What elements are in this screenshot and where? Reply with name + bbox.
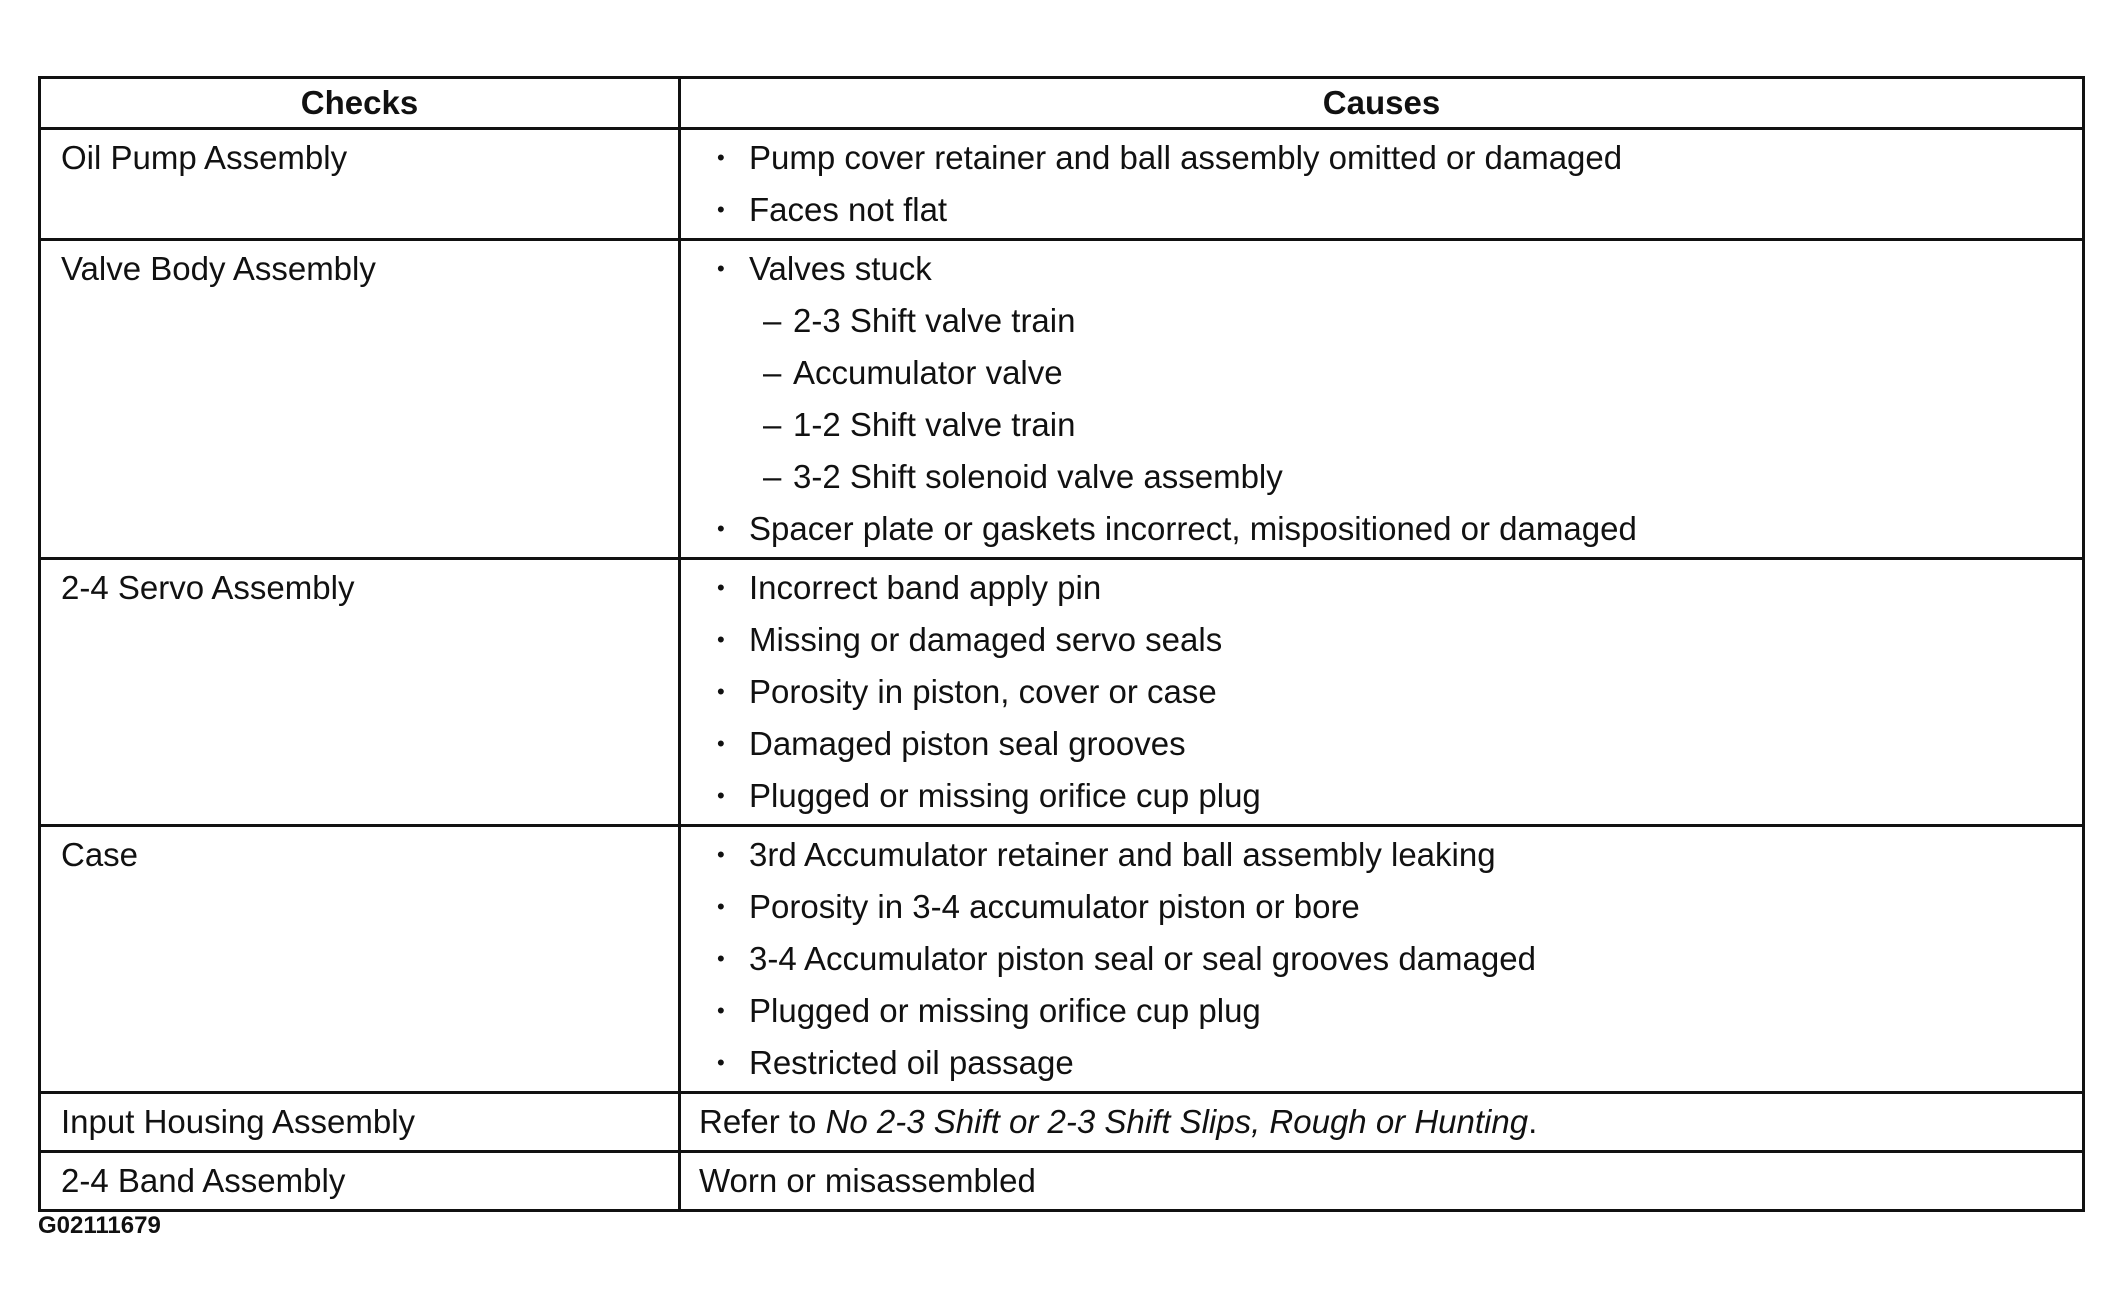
sub-list-item (749, 451, 2082, 503)
list-item (699, 881, 2082, 933)
cause-text: Plugged or missing orifice cup plug (749, 992, 1261, 1029)
figure-id: G02111679 (38, 1212, 161, 1239)
sub-cause-list (749, 295, 2082, 503)
bullet-icon: • (717, 679, 725, 704)
list-item (699, 985, 2082, 1037)
header-checks: Checks (40, 78, 680, 129)
bullet-icon: • (717, 516, 725, 541)
cause-text: Plugged or missing orifice cup plug (749, 777, 1261, 814)
table-row (40, 1093, 2084, 1152)
cause-text: 3-4 Accumulator piston seal or seal grooves damaged (749, 940, 1536, 977)
list-item (699, 184, 2082, 236)
cause-list (699, 132, 2082, 236)
cause-cell (680, 1152, 2084, 1211)
cause-text: 3rd Accumulator retainer and ball assembly leaking (749, 836, 1496, 873)
table-row (40, 129, 2084, 240)
cause-text-suffix: . (1528, 1103, 1538, 1140)
cause-text: Porosity in 3-4 accumulator piston or bore (749, 888, 1360, 925)
cause-text: Missing or damaged servo seals (749, 621, 1223, 658)
bullet-icon: • (717, 575, 725, 600)
sub-cause-text: 2-3 Shift valve train (793, 302, 1076, 339)
header-row (40, 78, 2084, 129)
check-cell: Valve Body Assembly (40, 240, 680, 559)
list-item (699, 829, 2082, 881)
sub-list-item (749, 295, 2082, 347)
cause-cell (680, 1093, 2084, 1152)
cause-cell (680, 826, 2084, 1093)
list-item (699, 243, 2082, 503)
bullet-icon: • (717, 998, 725, 1023)
cause-text: Damaged piston seal grooves (749, 725, 1186, 762)
list-item (699, 933, 2082, 985)
bullet-icon: • (717, 842, 725, 867)
cause-cell (680, 559, 2084, 826)
dash-icon: – (763, 302, 782, 339)
check-cell: 2-4 Servo Assembly (40, 559, 680, 826)
cause-text: Worn or misassembled (699, 1162, 1036, 1199)
cause-text: Spacer plate or gaskets incorrect, mispositioned or damaged (749, 510, 1637, 547)
cause-text: Restricted oil passage (749, 1044, 1074, 1081)
check-cell: Case (40, 826, 680, 1093)
list-item (699, 1037, 2082, 1089)
bullet-icon: • (717, 1050, 725, 1075)
table-row (40, 240, 2084, 559)
cause-text: Faces not flat (749, 191, 948, 228)
sub-cause-text: Accumulator valve (793, 354, 1063, 391)
cause-text: Valves stuck (749, 250, 932, 287)
cause-cell (680, 240, 2084, 559)
dash-icon: – (763, 458, 782, 495)
sub-list-item (749, 347, 2082, 399)
sub-cause-text: 1-2 Shift valve train (793, 406, 1076, 443)
table-row (40, 1152, 2084, 1211)
check-cell: 2-4 Band Assembly (40, 1152, 680, 1211)
cause-text: Pump cover retainer and ball assembly omitted or damaged (749, 139, 1623, 176)
cause-cell (680, 129, 2084, 240)
cause-text: Refer to (699, 1103, 826, 1140)
sub-list-item (749, 399, 2082, 451)
bullet-icon: • (717, 145, 725, 170)
list-item (699, 718, 2082, 770)
cause-list (699, 562, 2082, 822)
bullet-icon: • (717, 197, 725, 222)
list-item (699, 770, 2082, 822)
bullet-icon: • (717, 946, 725, 971)
list-item (699, 503, 2082, 555)
cause-text: Porosity in piston, cover or case (749, 673, 1217, 710)
table-row (40, 826, 2084, 1093)
bullet-icon: • (717, 627, 725, 652)
list-item (699, 666, 2082, 718)
bullet-icon: • (717, 894, 725, 919)
bullet-icon: • (717, 256, 725, 281)
diagnosis-table (38, 76, 2085, 1212)
header-causes: Causes (680, 78, 2084, 129)
cause-list (699, 243, 2082, 555)
cause-text: Incorrect band apply pin (749, 569, 1102, 606)
sub-cause-text: 3-2 Shift solenoid valve assembly (793, 458, 1283, 495)
cause-list (699, 829, 2082, 1089)
list-item (699, 562, 2082, 614)
table-row (40, 559, 2084, 826)
list-item (699, 614, 2082, 666)
bullet-icon: • (717, 783, 725, 808)
bullet-icon: • (717, 731, 725, 756)
list-item (699, 132, 2082, 184)
dash-icon: – (763, 406, 782, 443)
check-cell: Oil Pump Assembly (40, 129, 680, 240)
reference-text: No 2-3 Shift or 2-3 Shift Slips, Rough or Hunting (825, 1103, 1529, 1140)
dash-icon: – (763, 354, 782, 391)
check-cell: Input Housing Assembly (40, 1093, 680, 1152)
